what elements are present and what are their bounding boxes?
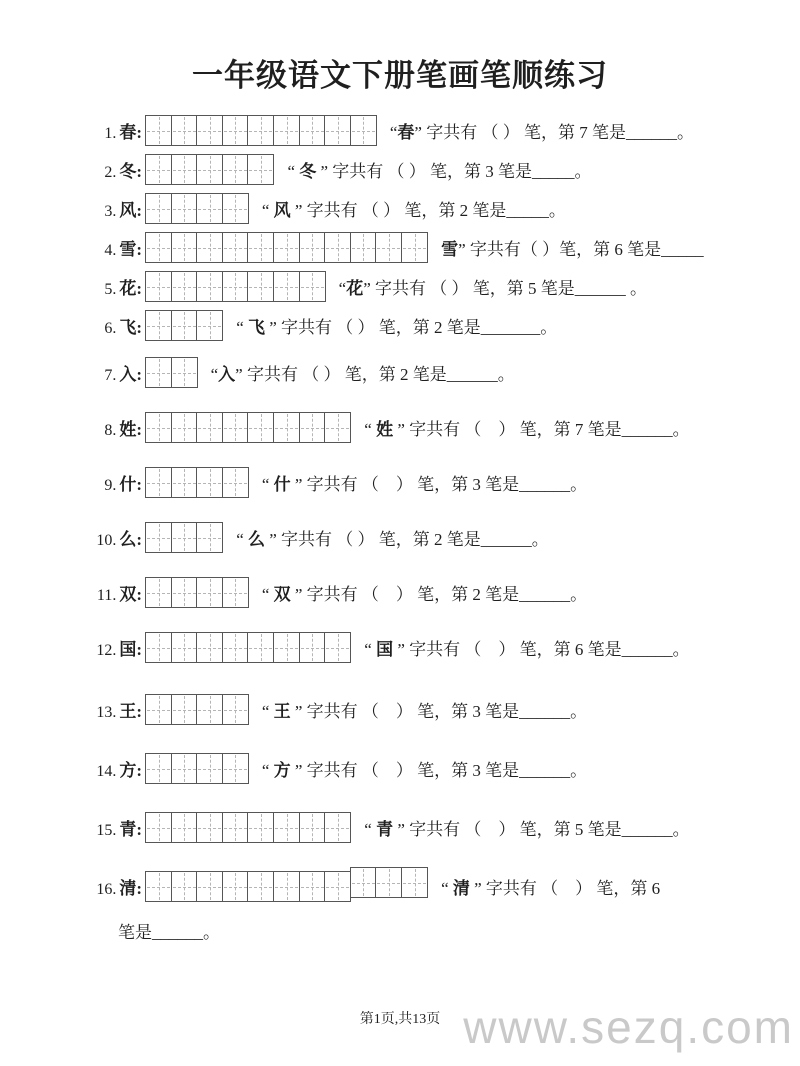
grid-cell[interactable] — [196, 632, 223, 663]
item-number: 10. — [96, 532, 117, 549]
grid-cell[interactable] — [196, 193, 223, 224]
grid-cell[interactable] — [222, 193, 249, 224]
item-number: 15. — [96, 822, 117, 839]
item-label — [95, 874, 145, 899]
stroke-practice-grid — [145, 412, 351, 443]
quoted-character: 花 — [346, 279, 364, 298]
item-character-label: 青: — [119, 820, 142, 839]
quote-open: “ — [441, 879, 453, 898]
quoted-character: 春 — [397, 123, 415, 142]
item-character-label: 花: — [119, 279, 142, 298]
exercise-item-10 — [95, 522, 800, 553]
quote-open: “ — [261, 702, 274, 721]
quoted-character: 雪 — [441, 240, 459, 259]
exercise-item-3 — [95, 193, 800, 224]
item-character-label: 姓: — [119, 420, 142, 439]
grid-cell[interactable] — [171, 310, 198, 341]
item-character-label: 风: — [119, 201, 142, 220]
grid-cell[interactable] — [350, 867, 377, 898]
question-text — [364, 415, 689, 440]
grid-cell[interactable] — [375, 867, 402, 898]
grid-cell[interactable] — [196, 871, 223, 902]
stroke-practice-grid — [145, 753, 249, 784]
question-text — [441, 874, 660, 899]
exercise-item-7 — [95, 357, 800, 388]
grid-cell[interactable] — [222, 632, 249, 663]
item-character-label: 国: — [119, 640, 142, 659]
grid-cell[interactable] — [145, 412, 172, 443]
question-rest: ” 字共有 （ ） 笔，第 3 笔是______。 — [290, 475, 588, 494]
watermark: www.sezq.com — [463, 1001, 794, 1053]
item-label — [95, 235, 145, 260]
grid-cell[interactable] — [273, 115, 300, 146]
quote-open: “ — [364, 640, 377, 659]
stroke-practice-grid — [145, 632, 351, 663]
grid-cell[interactable] — [247, 271, 274, 302]
stroke-practice-grid — [145, 154, 274, 185]
grid-cell[interactable] — [145, 271, 172, 302]
grid-cell[interactable] — [350, 115, 377, 146]
question-rest: ” 字共有 （ ） 笔，第 5 笔是______ 。 — [363, 279, 647, 298]
grid-cell[interactable] — [299, 871, 326, 902]
grid-cell[interactable] — [324, 412, 351, 443]
quote-open: “ — [236, 318, 249, 337]
exercise-item-12 — [95, 632, 800, 663]
stroke-practice-grid — [145, 232, 428, 263]
quoted-character: 风 — [273, 201, 291, 220]
item-character-label: 入: — [119, 365, 142, 384]
grid-cell[interactable] — [171, 467, 198, 498]
grid-cell[interactable] — [247, 812, 274, 843]
exercise-item-2 — [95, 154, 800, 185]
quote-open: “ — [338, 279, 347, 298]
item-number: 12. — [96, 642, 117, 659]
item-label — [95, 274, 145, 299]
grid-cell[interactable] — [196, 522, 223, 553]
grid-cell[interactable] — [171, 871, 198, 902]
grid-cell[interactable] — [145, 467, 172, 498]
quoted-character: 国 — [376, 640, 394, 659]
quote-open: “ — [210, 365, 219, 384]
question-rest: ” 字共有 （ ） 笔，第 7 笔是______。 — [393, 420, 690, 439]
grid-cell[interactable] — [171, 193, 198, 224]
grid-cell[interactable] — [222, 154, 249, 185]
grid-cell[interactable] — [196, 115, 223, 146]
exercise-item-9 — [95, 467, 800, 498]
item-label — [95, 470, 145, 495]
exercise-item-14 — [95, 753, 800, 784]
item-label — [95, 196, 145, 221]
grid-cell[interactable] — [196, 310, 223, 341]
stroke-practice-grid — [145, 271, 326, 302]
exercise-item-6 — [95, 310, 800, 341]
quote-open: “ — [261, 585, 274, 604]
stroke-practice-grid — [145, 694, 249, 725]
item-number: 8. — [104, 422, 117, 439]
question-text — [339, 274, 647, 299]
item-number: 1. — [104, 125, 117, 142]
question-rest: ” 字共有 （ ） 笔，第 7 笔是______。 — [414, 123, 694, 142]
exercise-item-11 — [95, 577, 800, 608]
grid-cell[interactable] — [196, 412, 223, 443]
grid-cell[interactable] — [171, 154, 198, 185]
question-rest: ” 字共有 （ ） 笔，第 6 笔是______。 — [393, 640, 690, 659]
exercise-item-1 — [95, 115, 800, 146]
item-label — [95, 697, 145, 722]
question-rest: ” 字共有 （ ） 笔，第 2 笔是_____。 — [290, 201, 566, 220]
quoted-character: 冬 — [299, 162, 317, 181]
item-number: 11. — [96, 587, 117, 604]
grid-cell[interactable] — [299, 271, 326, 302]
question-text — [262, 470, 587, 495]
exercise-item-16 — [95, 871, 800, 902]
grid-cell[interactable] — [171, 115, 198, 146]
quote-open: “ — [261, 475, 274, 494]
grid-cell[interactable] — [247, 871, 274, 902]
item-label — [95, 415, 145, 440]
quoted-character: 双 — [273, 585, 291, 604]
item-number: 9. — [104, 477, 117, 494]
quote-open: “ — [287, 162, 300, 181]
item-character-label: 清: — [119, 879, 142, 898]
grid-cell[interactable] — [145, 632, 172, 663]
grid-cell[interactable] — [273, 871, 300, 902]
grid-cell[interactable] — [171, 271, 198, 302]
question-rest: ” 字共有 （ ） 笔，第 5 笔是______。 — [393, 820, 690, 839]
grid-cell[interactable] — [299, 115, 326, 146]
stroke-practice-grid — [145, 357, 198, 388]
item-number: 14. — [96, 763, 117, 780]
item-label — [95, 525, 145, 550]
grid-cell[interactable] — [247, 632, 274, 663]
item-number: 6. — [104, 320, 117, 337]
item-character-label: 什: — [119, 475, 142, 494]
item-label — [95, 157, 145, 182]
stroke-practice-grid — [145, 310, 223, 341]
grid-cell[interactable] — [222, 412, 249, 443]
question-text — [441, 235, 704, 260]
grid-cell[interactable] — [145, 871, 172, 902]
grid-cell[interactable] — [196, 467, 223, 498]
item-label — [95, 815, 145, 840]
quote-open: “ — [389, 123, 398, 142]
question-rest: ” 字共有 （ ） 笔，第 2 笔是_______。 — [265, 318, 558, 337]
item-character-label: 春: — [119, 123, 142, 142]
item-character-label: 么: — [119, 530, 142, 549]
quoted-character: 王 — [273, 702, 291, 721]
grid-cell[interactable] — [324, 115, 351, 146]
quoted-character: 么 — [248, 530, 266, 549]
grid-cell[interactable] — [350, 232, 377, 263]
quoted-character: 飞 — [248, 318, 266, 337]
grid-cell[interactable] — [171, 232, 198, 263]
grid-cell[interactable] — [196, 154, 223, 185]
stroke-practice-grid — [145, 871, 428, 902]
quote-open: “ — [364, 820, 377, 839]
grid-cell[interactable] — [273, 232, 300, 263]
question-text — [364, 815, 689, 840]
question-text — [211, 360, 515, 385]
question-text — [262, 196, 566, 221]
question-text — [390, 118, 694, 143]
grid-cell[interactable] — [171, 412, 198, 443]
grid-cell[interactable] — [145, 812, 172, 843]
stroke-practice-grid — [145, 193, 249, 224]
grid-cell[interactable] — [299, 632, 326, 663]
grid-cell[interactable] — [145, 232, 172, 263]
grid-cell[interactable] — [299, 232, 326, 263]
grid-cell[interactable] — [145, 522, 172, 553]
grid-cell[interactable] — [171, 812, 198, 843]
grid-cell[interactable] — [273, 271, 300, 302]
grid-cell[interactable] — [145, 577, 172, 608]
question-rest: ” 字共有 （ ） 笔，第 2 笔是______。 — [290, 585, 588, 604]
item-number: 13. — [96, 704, 117, 721]
grid-cell[interactable] — [247, 232, 274, 263]
question-rest: ” 字共有（ ）笔，第 6 笔是_____ — [458, 240, 704, 259]
question-rest: ” 字共有 （ ） 笔，第 3 笔是______。 — [290, 761, 588, 780]
exercise-item-8 — [95, 412, 800, 443]
question-text — [364, 635, 689, 660]
item-number: 5. — [104, 281, 117, 298]
question-rest: ” 字共有 （ ） 笔，第 6 — [469, 879, 661, 898]
item-character-label: 王: — [119, 702, 142, 721]
grid-cell[interactable] — [324, 812, 351, 843]
question-text — [287, 157, 591, 182]
grid-cell[interactable] — [145, 115, 172, 146]
grid-cell[interactable] — [222, 694, 249, 725]
grid-cell[interactable] — [145, 357, 172, 388]
grid-cell[interactable] — [196, 812, 223, 843]
item-number: 3. — [104, 203, 117, 220]
grid-cell[interactable] — [171, 753, 198, 784]
grid-cell[interactable] — [401, 867, 428, 898]
page-number: 第1页,共13页 — [359, 1012, 441, 1027]
grid-cell[interactable] — [171, 357, 198, 388]
item-character-label: 双: — [119, 585, 142, 604]
item-number: 7. — [104, 367, 117, 384]
exercise-item-5 — [95, 271, 800, 302]
grid-cell[interactable] — [196, 753, 223, 784]
grid-cell[interactable] — [145, 753, 172, 784]
item-number: 4. — [104, 242, 117, 259]
grid-cell[interactable] — [222, 115, 249, 146]
grid-cell[interactable] — [196, 232, 223, 263]
grid-cell[interactable] — [273, 412, 300, 443]
grid-cell[interactable] — [145, 154, 172, 185]
question-rest: ” 字共有 （ ） 笔，第 3 笔是_____。 — [316, 162, 592, 181]
quoted-character: 青 — [376, 820, 394, 839]
stroke-practice-grid — [145, 577, 249, 608]
grid-cell[interactable] — [196, 271, 223, 302]
stroke-practice-grid — [145, 522, 223, 553]
question-text — [262, 697, 587, 722]
quoted-character: 姓 — [376, 420, 394, 439]
exercise-item-4 — [95, 232, 800, 263]
item-label — [95, 313, 145, 338]
grid-cell[interactable] — [145, 694, 172, 725]
grid-cell[interactable] — [247, 412, 274, 443]
grid-cell[interactable] — [171, 577, 198, 608]
grid-cell[interactable] — [222, 232, 249, 263]
item-label — [95, 756, 145, 781]
question-text — [236, 313, 557, 338]
grid-cell[interactable] — [171, 522, 198, 553]
grid-cell[interactable] — [171, 632, 198, 663]
grid-cell[interactable] — [299, 812, 326, 843]
grid-cell[interactable] — [222, 271, 249, 302]
item-16-wrap-line — [0, 918, 800, 943]
stroke-practice-grid — [145, 467, 249, 498]
quote-open: “ — [261, 761, 274, 780]
grid-cell[interactable] — [401, 232, 428, 263]
quote-open: “ — [236, 530, 249, 549]
grid-cell[interactable] — [375, 232, 402, 263]
grid-cell[interactable] — [171, 694, 198, 725]
question-rest: ” 字共有 （ ） 笔，第 2 笔是______。 — [265, 530, 549, 549]
item-character-label: 冬: — [119, 162, 142, 181]
question-text — [236, 525, 549, 550]
quote-open: “ — [261, 201, 274, 220]
grid-cell[interactable] — [273, 632, 300, 663]
question-rest: ” 字共有 （ ） 笔，第 2 笔是______。 — [235, 365, 515, 384]
item-label — [95, 118, 145, 143]
exercise-list — [0, 115, 800, 902]
stroke-practice-grid — [145, 812, 351, 843]
item-label — [95, 635, 145, 660]
grid-cell[interactable] — [222, 753, 249, 784]
quoted-character: 方 — [273, 761, 291, 780]
grid-cell[interactable] — [273, 812, 300, 843]
grid-cell[interactable] — [324, 871, 351, 902]
grid-cell[interactable] — [324, 232, 351, 263]
grid-cell[interactable] — [222, 467, 249, 498]
item-number: 16. — [96, 881, 117, 898]
item-label — [95, 360, 145, 385]
item-number: 2. — [104, 164, 117, 181]
question-text — [262, 756, 587, 781]
quote-open: “ — [364, 420, 377, 439]
question-rest: ” 字共有 （ ） 笔，第 3 笔是______。 — [290, 702, 588, 721]
grid-cell[interactable] — [196, 694, 223, 725]
quoted-character: 什 — [273, 475, 291, 494]
quoted-character: 清 — [452, 879, 470, 898]
item-character-label: 飞: — [119, 318, 142, 337]
quoted-character: 入 — [218, 365, 236, 384]
grid-cell[interactable] — [247, 115, 274, 146]
exercise-item-15 — [95, 812, 800, 843]
exercise-item-13 — [95, 694, 800, 725]
grid-cell[interactable] — [222, 871, 249, 902]
grid-cell[interactable] — [196, 577, 223, 608]
item-character-label: 方: — [119, 761, 142, 780]
grid-cell[interactable] — [222, 577, 249, 608]
stroke-practice-grid — [145, 115, 377, 146]
item-16-wrap-text: 笔是______。 — [118, 923, 220, 942]
item-character-label: 雪: — [119, 240, 142, 259]
grid-cell[interactable] — [247, 154, 274, 185]
grid-cell[interactable] — [222, 812, 249, 843]
item-label — [95, 580, 145, 605]
grid-cell[interactable] — [324, 632, 351, 663]
grid-cell[interactable] — [299, 412, 326, 443]
grid-cell[interactable] — [145, 310, 172, 341]
page-title: 一年级语文下册笔画笔顺练习 — [192, 58, 608, 93]
question-text — [262, 580, 587, 605]
grid-cell[interactable] — [145, 193, 172, 224]
